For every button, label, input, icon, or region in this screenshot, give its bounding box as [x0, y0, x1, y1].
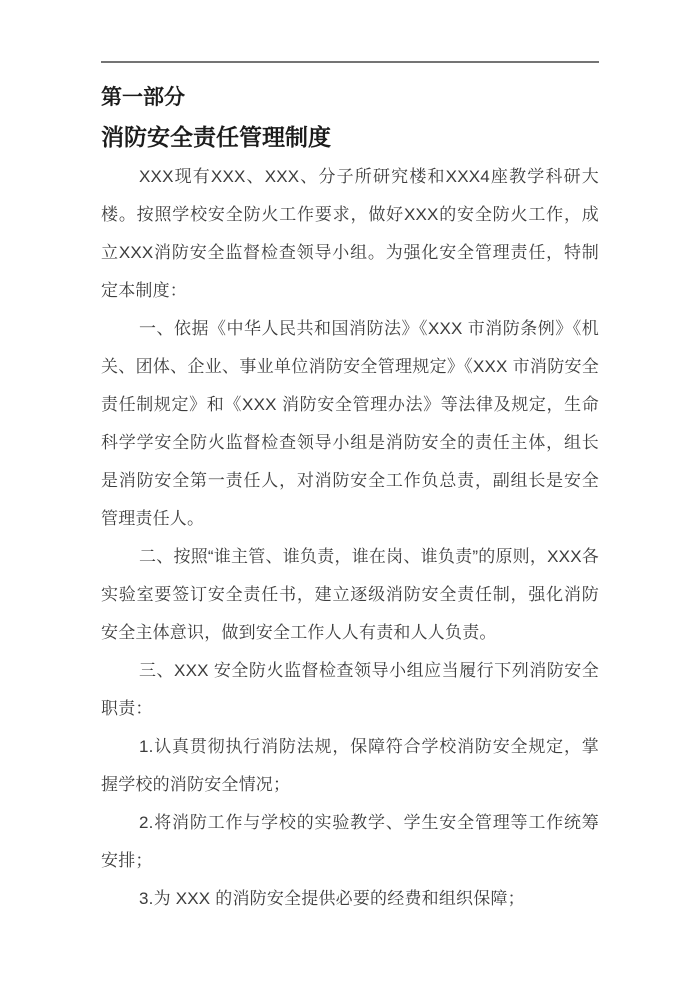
part-heading: 第一部分 [101, 86, 185, 109]
paragraph-item-two: 二、按照“谁主管、谁负责，谁在岗、谁负责”的原则，XXX各实验室要签订安全责任书，建立逐级消防安全责任制，强化消防安全主体意识，做到安全工作人人有责和人人负责。 [101, 547, 599, 642]
document-body [101, 158, 599, 918]
paragraph-intro: XXX现有XXX、XXX、分子所研究楼和XXX4座教学科研大楼。按照学校安全防火工作要求，做好XXX的安全防火工作，成立XXX消防安全监督检查领导小组。为强化安全管理责任，特制定本制度： [101, 167, 599, 300]
paragraph-duty-1: 1.认真贯彻执行消防法规，保障符合学校消防安全规定，掌握学校的消防安全情况； [101, 737, 599, 794]
paragraph-duty-3: 3.为 XXX 的消防安全提供必要的经费和组织保障； [139, 889, 525, 908]
paragraph-item-three: 三、XXX 安全防火监督检查领导小组应当履行下列消防安全职责： [101, 661, 599, 718]
paragraph-item-one: 一、依据《中华人民共和国消防法》《XXX 市消防条例》《机关、团体、企业、事业单位消防安全管理规定》《XXX 市消防安全责任制规定》和《XXX 消防安全管理办法》等法律及规定，生命科学学安全防火监督检查领导小组是消防安全的责任主体，组长是消防安全第一责任人，对消防安全工作负总责，副组长是安全管理责任人。 [101, 319, 599, 528]
document-title: 消防安全责任管理制度 [101, 124, 331, 150]
paragraph-duty-2: 2.将消防工作与学校的实验教学、学生安全管理等工作统筹安排； [101, 813, 599, 870]
header-rule [101, 61, 599, 63]
